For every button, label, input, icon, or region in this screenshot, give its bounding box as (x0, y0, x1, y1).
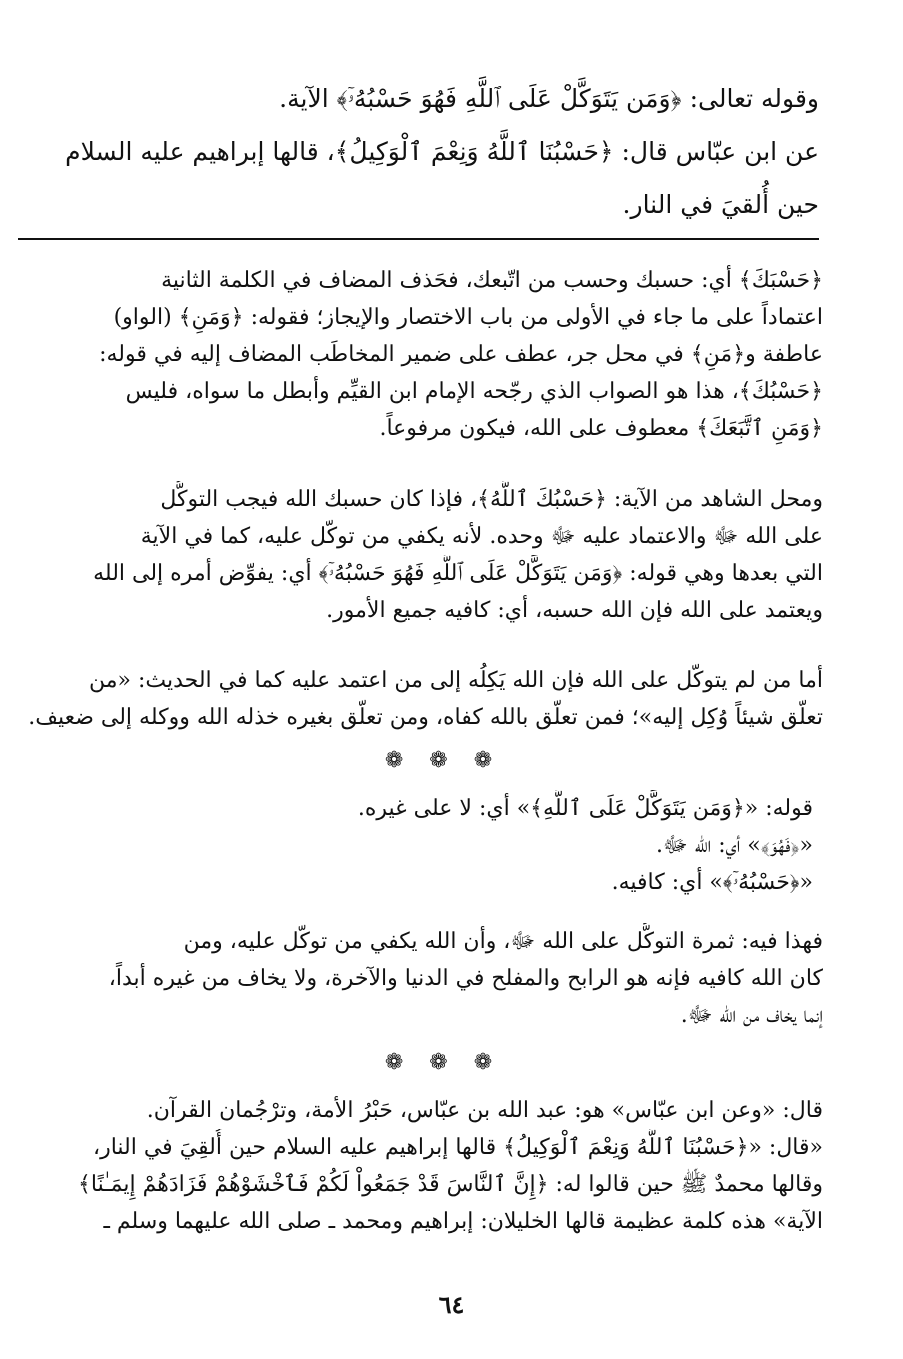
text-line: اعتماداً على ما جاء في الأولى من باب الاختصار والإيجاز؛ فقوله: ﴿وَمَنِ﴾ (الواو) (113, 305, 823, 330)
page-number: ٦٤ (438, 1290, 465, 1319)
text-line: «قال: «﴿حَسْبُنَا ٱللَّهُ وَنِعْمَ ٱلْوَكِيلُ﴾ قالها إبراهيم عليه السلام حين أُلقِيَ في النار، (92, 1135, 823, 1160)
commentary-paragraph (18, 662, 823, 736)
text-line: ويعتمد على الله فإن الله حسبه، أي: كافيه جميع الأمور. (326, 598, 823, 623)
commentary-paragraph (18, 481, 823, 629)
commentary-paragraph (18, 790, 813, 901)
ornament-separator (0, 1050, 903, 1075)
verse-block (18, 72, 819, 231)
flower-ornament-icon: ❁ (384, 748, 430, 773)
flower-ornament-icon: ❁ (473, 1050, 519, 1075)
text-line: قوله: «﴿وَمَن يَتَوَكَّلْ عَلَى ٱللَّهِ﴾» أي: لا على غيره. (357, 796, 813, 821)
text-line: إنما يخاف من الله ﷻ. (680, 1003, 823, 1028)
text-line: تعلّق شيئاً وُكِل إليه»؛ فمن تعلّق بالله كفاه، ومن تعلّق بغيره خذله الله ووكله إلى ضعيف. (28, 705, 823, 730)
text-line: أما من لم يتوكّل على الله فإن الله يَكِلُه إلى من اعتمد عليه كما في الحديث: «من (88, 668, 823, 693)
verse-line: عن ابن عبّاس قال: ﴿حَسْبُنَا ٱللَّهُ وَنِعْمَ ٱلْوَكِيلُ﴾، قالها إبراهيم عليه السلام (65, 137, 819, 166)
flower-ornament-icon: ❁ (429, 748, 474, 773)
commentary-paragraph (18, 1092, 823, 1240)
text-line: ﴿حَسْبُكَ﴾، هذا هو الصواب الذي رجّحه الإمام ابن القيِّم وأبطل ما سواه، فليس (125, 379, 823, 404)
text-line: ومحل الشاهد من الآية: ﴿حَسْبُكَ ٱللَّهُ﴾، فإذا كان حسبك الله فيجب التوكُّل (160, 487, 823, 512)
text-line: وقالها محمدٌ ﷺ حين قالوا له: ﴿إِنَّ ٱلنَّاسَ قَدْ جَمَعُواْ لَكُمْ فَٱخْشَوْهُمْ فَزَادَهُمْ إِيمَـٰنًا﴾ (77, 1172, 823, 1197)
text-line: كان الله كافيه فإنه هو الرابح والمفلح في الدنيا والآخرة، ولا يخاف من غيره أبداً، (108, 966, 823, 991)
separator-rule (18, 238, 819, 240)
commentary-paragraph (18, 262, 823, 447)
text-line: فهذا فيه: ثمرة التوكُّل على الله ﷻ، وأن الله يكفي من توكّل عليه، ومن (183, 929, 823, 954)
flower-ornament-icon: ❁ (429, 1050, 474, 1075)
text-line: عاطفة و﴿مَنِ﴾ في محل جر، عطف على ضمير المخاطَب المضاف إليه في قوله: (99, 342, 823, 367)
text-line: قال: «وعن ابن عبّاس» هو: عبد الله بن عبّاس، حَبْرُ الأمة، وترْجُمان القرآن. (146, 1098, 823, 1123)
flower-ornament-icon: ❁ (473, 748, 519, 773)
text-line: ﴿وَمَنِ ٱتَّبَعَكَ﴾ معطوف على الله، فيكون مرفوعاً. (379, 416, 823, 441)
text-line: على الله ﷻ والاعتماد عليه ﷻ وحده. لأنه يكفي من توكّل عليه، كما في الآية (140, 524, 823, 549)
text-line: الآية» هذه كلمة عظيمة قالها الخليلان: إبراهيم ومحمد ـ صلى الله عليهما وسلم ـ (103, 1209, 823, 1234)
ornament-separator (0, 748, 903, 773)
verse-line: حين أُلقيَ في النار. (622, 190, 819, 219)
commentary-paragraph (18, 923, 823, 1034)
text-line: «﴿حَسْبُهُۥٓ﴾» أي: كافيه. (611, 870, 813, 895)
verse-line: وقوله تعالى: ﴿وَمَن يَتَوَكَّلْ عَلَى ٱللَّهِ فَهُوَ حَسْبُهُۥٓ﴾ الآية. (279, 84, 819, 113)
text-line: «﴿فَهُوَ﴾» أي: الله ﷻ. (655, 833, 813, 858)
flower-ornament-icon: ❁ (384, 1050, 430, 1075)
text-line: ﴿حَسْبَكَ﴾ أي: حسبك وحسب من اتّبعك، فحَذف المضاف في الكلمة الثانية (161, 268, 823, 293)
text-line: التي بعدها وهي قوله: ﴿وَمَن يَتَوَكَّلْ عَلَى ٱللَّهِ فَهُوَ حَسْبُهُۥٓ﴾ أي: يفوِّض أمره إلى الله (93, 561, 823, 586)
